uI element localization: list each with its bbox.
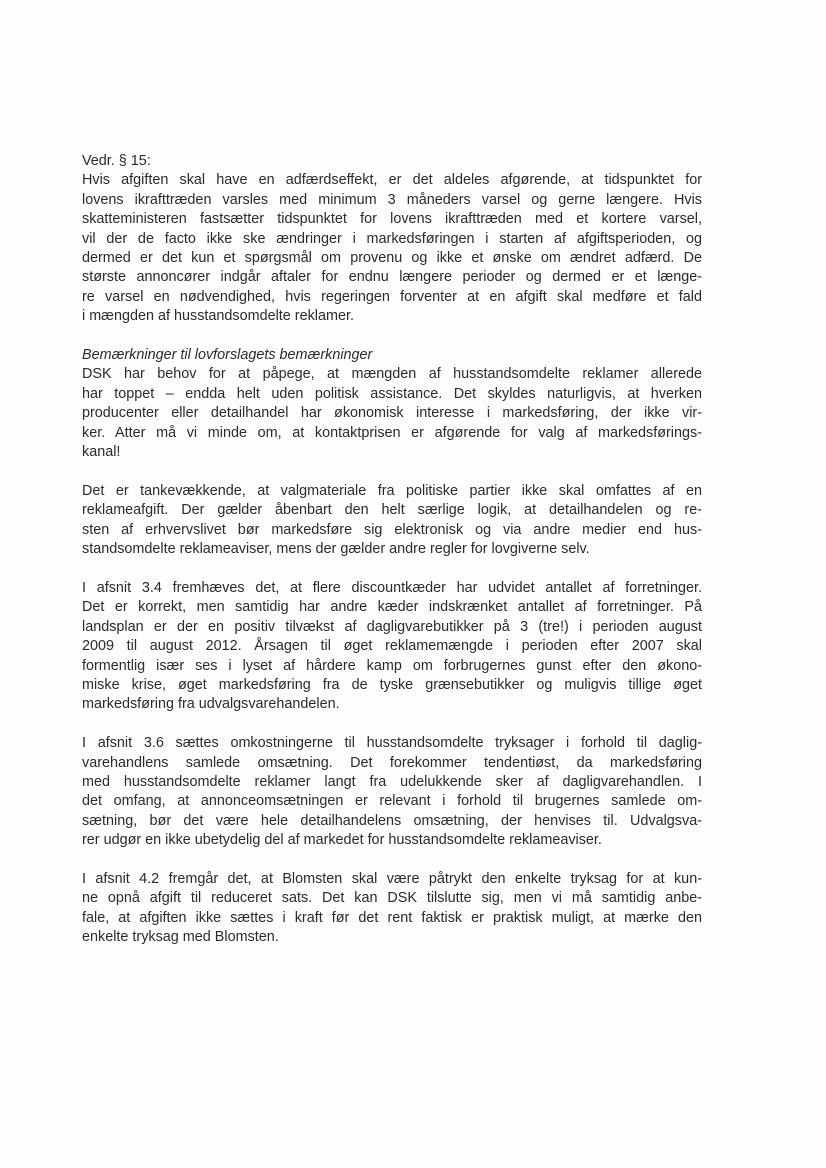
paragraph-line: Det er tankevækkende, at valgmateriale fra politiske partier ikke skal omfattes af en — [82, 482, 702, 499]
paragraph-section-4-2 — [82, 870, 702, 948]
paragraph-line: formentlig især ses i lyset af hårdere kamp om forbrugernes gunst efter den økono- — [82, 657, 702, 674]
paragraph-line: største annoncører indgår aftaler for endnu længere perioder og dermed er et længe- — [82, 269, 702, 286]
paragraph-line: Det er korrekt, men samtidig har andre kæder indskrænket antallet af forretninger. På — [82, 599, 702, 616]
paragraph-line: varehandlens samlede omsætning. Det forekommer tendentiøst, da markedsføring — [82, 754, 702, 771]
paragraph-line: standsomdelte reklameaviser, mens der gælder andre regler for lovgiverne selv. — [82, 541, 590, 558]
paragraph-line: miske krise, øget markedsføring fra de tyske grænsebutikker og muligvis tillige øget — [82, 676, 702, 693]
section-15-block — [82, 152, 702, 327]
paragraph-line: landsplan er der en positiv tilvækst af dagligvarebutikker på 3 (tre!) i perioden august — [82, 618, 702, 635]
paragraph-line: i mængden af husstandsomdelte reklamer. — [82, 308, 354, 325]
paragraph-line: I afsnit 3.6 sættes omkostningerne til husstandsomdelte tryksager i forhold til daglig- — [82, 735, 702, 752]
paragraph-line: fale, at afgiften ikke sættes i kraft før det rent faktisk er praktisk muligt, at mærke den — [82, 909, 702, 926]
paragraph-section-3-4 — [82, 579, 702, 715]
paragraph-line: I afsnit 4.2 fremgår det, at Blomsten skal være påtrykt den enkelte tryksag for at kun- — [82, 870, 702, 887]
paragraph-line: producenter eller detailhandel har økonomisk interesse i markedsføring, der ikke vir- — [82, 405, 702, 422]
paragraph-line: lovens ikrafttræden varsles med minimum 3 måneders varsel og gerne længere. Hvis — [82, 191, 702, 208]
paragraph-line: med husstandsomdelte reklamer langt fra udelukkende sker af dagligvarehandlen. I — [82, 773, 702, 790]
paragraph-line: re varsel en nødvendighed, hvis regeringen forventer at en afgift skal medføre et fald — [82, 288, 702, 305]
paragraph-line: enkelte tryksag med Blomsten. — [82, 929, 279, 946]
paragraph-line: vil der de facto ikke ske ændringer i markedsføringen i starten af afgiftsperioden, og — [82, 230, 702, 247]
paragraph-line: det omfang, at annonceomsætningen er relevant i forhold til brugernes samlede om- — [82, 793, 702, 810]
document-body — [82, 152, 702, 967]
paragraph-line: rer udgør en ikke ubetydelig del af markedet for husstandsomdelte reklameaviser. — [82, 832, 602, 849]
paragraph-line: kanal! — [82, 444, 121, 461]
paragraph-line: skatteministeren fastsætter tidspunktet for lovens ikrafttræden med et kortere varsel, — [82, 211, 702, 228]
paragraph-line: 2009 til august 2012. Årsagen til øget reklamemængde i perioden efter 2007 skal — [82, 638, 702, 655]
paragraph-line: ker. Atter må vi minde om, at kontaktprisen er afgørende for valg af markedsførings- — [82, 424, 702, 441]
paragraph-line: har toppet – endda helt uden politisk assistance. Det skyldes naturligvis, at hverken — [82, 385, 702, 402]
paragraph-election-material — [82, 482, 702, 560]
paragraph-line: sten af erhvervslivet bør markedsføre sig elektronisk og via andre medier end hus- — [82, 521, 702, 538]
paragraph-line: I afsnit 3.4 fremhæves det, at flere discountkæder har udvidet antallet af forretninger. — [82, 579, 702, 596]
paragraph-line: DSK har behov for at påpege, at mængden af husstandsomdelte reklamer allerede — [82, 366, 702, 383]
paragraph-line: reklameafgift. Der gælder åbenbart den helt særlige logik, at detailhandelen og re- — [82, 502, 702, 519]
paragraph-line: ne opnå afgift til reduceret sats. Det kan DSK tilslutte sig, men vi må samtidig anbe- — [82, 890, 702, 907]
paragraph-line: dermed er det kun et spørgsmål om provenu og ikke et ønske om ændret adfærd. De — [82, 250, 702, 267]
subheading: Bemærkninger til lovforslagets bemærkninger — [82, 347, 373, 364]
paragraph-line: sætning, bør det være hele detailhandelens omsætning, der henvises til. Udvalgsva- — [82, 812, 702, 829]
remarks-block — [82, 346, 702, 462]
paragraph-section-3-6 — [82, 734, 702, 850]
paragraph-line: markedsføring fra udvalgsvarehandelen. — [82, 696, 340, 713]
paragraph-line: Hvis afgiften skal have en adfærdseffekt, er det aldeles afgørende, at tidspunktet for — [82, 172, 702, 189]
section-heading: Vedr. § 15: — [82, 153, 151, 169]
